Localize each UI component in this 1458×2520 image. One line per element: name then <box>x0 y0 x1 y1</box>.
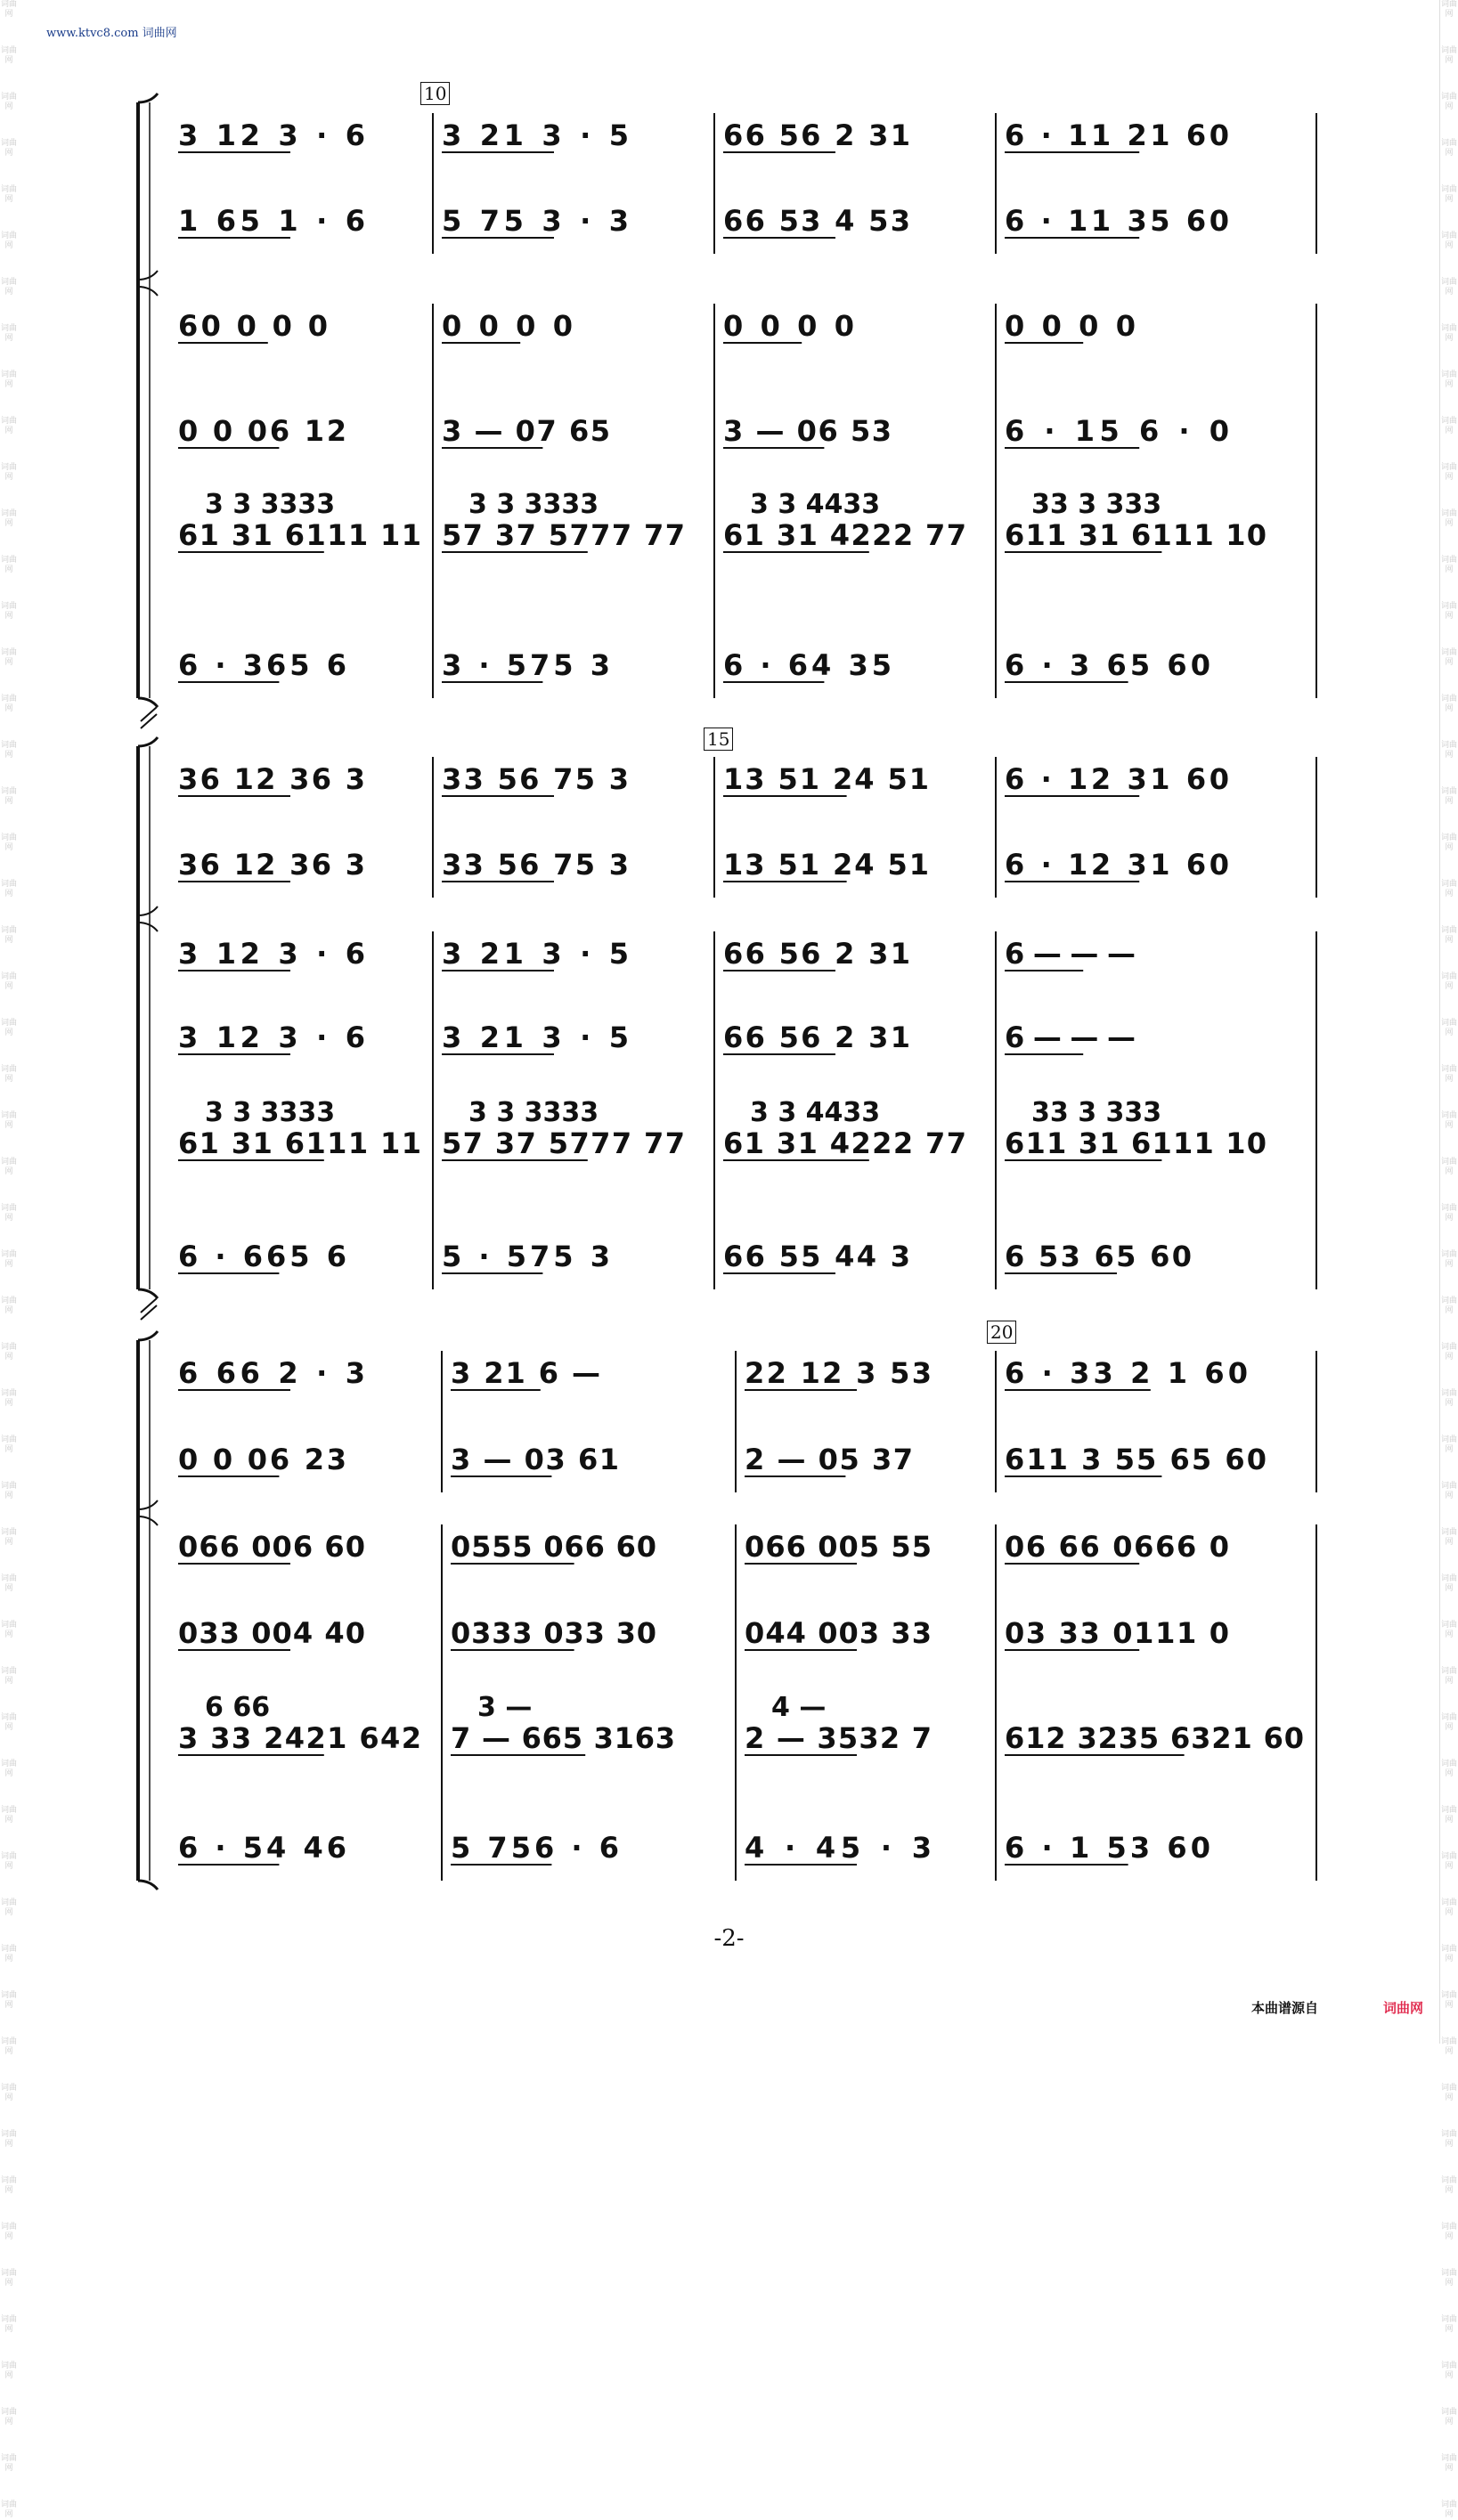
watermark-glyph: 词曲网 <box>0 2408 17 2427</box>
system-separator <box>141 707 157 728</box>
watermark-glyph: 词曲网 <box>1440 1898 1457 1917</box>
measure-notes: 36 12 36 3 <box>178 848 365 882</box>
bracket-hook-bottom <box>138 1881 158 1890</box>
measure-notes: 03 33 0111 0 <box>1005 1616 1229 1650</box>
watermark-glyph: 词曲网 <box>1440 1806 1457 1825</box>
watermark-glyph: 词曲网 <box>1440 1574 1457 1593</box>
watermark-glyph: 词曲网 <box>0 93 17 111</box>
watermark-glyph: 词曲网 <box>0 1852 17 1871</box>
watermark-glyph: 词曲网 <box>0 2500 17 2519</box>
watermark-glyph: 词曲网 <box>1440 1204 1457 1223</box>
watermark-glyph: 词曲网 <box>0 602 17 621</box>
watermark-glyph: 词曲网 <box>1440 93 1457 111</box>
watermark-glyph: 词曲网 <box>0 46 17 65</box>
watermark-glyph: 词曲网 <box>0 1574 17 1593</box>
watermark-glyph: 词曲网 <box>0 2130 17 2149</box>
chord-upper-notes: 3 3 3333 <box>468 489 599 520</box>
watermark-glyph: 词曲网 <box>0 2223 17 2241</box>
watermark-glyph: 词曲网 <box>0 2084 17 2102</box>
measure-notes: 0 0 0 0 <box>723 309 854 343</box>
watermark-glyph: 词曲网 <box>0 185 17 204</box>
watermark-glyph: 词曲网 <box>0 1482 17 1500</box>
measure-notes: 0 0 0 0 <box>1005 309 1136 343</box>
measure-notes: 066 006 60 <box>178 1530 365 1564</box>
watermark-glyph: 词曲网 <box>1440 278 1457 297</box>
page-number: -2- <box>713 1925 745 1952</box>
watermark-glyph: 词曲网 <box>1440 2176 1457 2195</box>
chord-upper-notes: 3 3 4433 <box>750 1097 881 1128</box>
watermark-glyph: 词曲网 <box>0 1806 17 1825</box>
bracket-hook-top <box>138 93 158 102</box>
measure-notes: 4 · 45 · 3 <box>745 1831 932 1865</box>
bracket-split <box>138 271 158 296</box>
watermark-glyph: 词曲网 <box>1440 1111 1457 1130</box>
watermark-glyph: 词曲网 <box>1440 1297 1457 1315</box>
watermark-glyph: 词曲网 <box>0 1204 17 1223</box>
watermark-glyph: 词曲网 <box>0 880 17 898</box>
watermark-glyph: 词曲网 <box>1440 556 1457 574</box>
measure-notes: 6 · 665 6 <box>178 1240 346 1273</box>
watermark-glyph: 词曲网 <box>0 2454 17 2473</box>
watermark-glyph: 词曲网 <box>0 2315 17 2334</box>
measure-notes: 0 0 0 0 <box>442 309 573 343</box>
measure-notes: 13 51 24 51 <box>723 848 929 882</box>
measure-notes: 66 56 2 31 <box>723 1020 910 1054</box>
watermark-glyph: 词曲网 <box>1440 602 1457 621</box>
measure-notes: 13 51 24 51 <box>723 762 929 796</box>
measure-notes: 3 21 3 · 5 <box>442 937 629 971</box>
watermark-glyph: 词曲网 <box>0 1111 17 1130</box>
measure-notes: 3 21 6 — <box>451 1356 600 1390</box>
chord-upper-notes: 6 66 <box>205 1692 271 1723</box>
measure-notes: 611 31 6111 10 <box>1005 1126 1267 1160</box>
watermark-glyph: 词曲网 <box>1440 1667 1457 1686</box>
bracket-split <box>138 906 158 931</box>
watermark-glyph: 词曲网 <box>0 1019 17 1037</box>
watermark-glyph: 词曲网 <box>0 1898 17 1917</box>
watermark-glyph: 词曲网 <box>1440 2223 1457 2241</box>
watermark-glyph: 词曲网 <box>0 972 17 991</box>
watermark-glyph: 词曲网 <box>1440 139 1457 158</box>
measure-notes: 33 56 75 3 <box>442 848 629 882</box>
watermark-glyph: 词曲网 <box>1440 787 1457 806</box>
measure-notes: 6 — — — <box>1005 937 1136 971</box>
watermark-glyph: 词曲网 <box>1440 1065 1457 1084</box>
measure-notes: 5 756 · 6 <box>451 1831 619 1865</box>
watermark-glyph: 词曲网 <box>0 370 17 389</box>
watermark-glyph: 词曲网 <box>0 2269 17 2288</box>
measure-notes: 6 · 54 46 <box>178 1831 346 1865</box>
watermark-glyph: 词曲网 <box>1440 417 1457 435</box>
measure-notes: 6 · 11 21 60 <box>1005 118 1229 152</box>
watermark-glyph: 词曲网 <box>1440 2315 1457 2334</box>
watermark-glyph: 词曲网 <box>0 278 17 297</box>
watermark-glyph: 词曲网 <box>1440 2500 1457 2519</box>
watermark-glyph: 词曲网 <box>1440 695 1457 713</box>
measure-notes: 22 12 3 53 <box>745 1356 932 1390</box>
watermark-glyph: 词曲网 <box>0 1158 17 1176</box>
watermark-glyph: 词曲网 <box>0 463 17 482</box>
measure-notes: 6 · 1 53 60 <box>1005 1831 1210 1865</box>
watermark-glyph: 词曲网 <box>1440 2084 1457 2102</box>
chord-upper-notes: 4 — <box>771 1692 827 1723</box>
chord-upper-notes: 3 3 4433 <box>750 489 881 520</box>
watermark-glyph: 词曲网 <box>1440 1343 1457 1362</box>
watermark-glyph: 词曲网 <box>1440 1250 1457 1269</box>
watermark-glyph: 词曲网 <box>0 1713 17 1732</box>
watermark-glyph: 词曲网 <box>1440 1528 1457 1547</box>
watermark-glyph: 词曲网 <box>0 0 17 19</box>
watermark-glyph: 词曲网 <box>1440 833 1457 852</box>
watermark-glyph: 词曲网 <box>0 695 17 713</box>
score-system <box>138 1331 1316 1890</box>
watermark-glyph: 词曲网 <box>1440 370 1457 389</box>
measure-notes: 066 005 55 <box>745 1530 932 1564</box>
watermark-glyph: 词曲网 <box>1440 648 1457 667</box>
measure-notes: 6 · 12 31 60 <box>1005 848 1229 882</box>
watermark-glyph: 词曲网 <box>0 1528 17 1547</box>
measure-notes: 0 0 06 12 <box>178 414 346 448</box>
measure-notes: 3 · 575 3 <box>442 648 610 682</box>
measure-notes: 2 — 05 37 <box>745 1443 913 1476</box>
measure-notes: 61 31 6111 11 <box>178 1126 421 1160</box>
measure-notes: 7 — 665 3163 <box>451 1721 675 1755</box>
measure-notes: 3 33 2421 642 <box>178 1721 421 1755</box>
bracket-split <box>138 1500 158 1525</box>
measure-notes: 57 37 5777 77 <box>442 518 685 552</box>
watermark-glyph: 词曲网 <box>0 2037 17 2056</box>
chord-upper-notes: 3 3 3333 <box>205 489 336 520</box>
watermark-glyph: 词曲网 <box>1440 0 1457 19</box>
measure-notes: 044 003 33 <box>745 1616 932 1650</box>
measure-notes: 5 75 3 · 3 <box>442 204 629 238</box>
watermark-glyph: 词曲网 <box>1440 2130 1457 2149</box>
score-system <box>138 737 1316 1320</box>
watermark-glyph: 词曲网 <box>0 509 17 528</box>
measure-notes: 6 · 12 31 60 <box>1005 762 1229 796</box>
bracket-hook-bottom <box>138 698 158 707</box>
measure-notes: 6 53 65 60 <box>1005 1240 1192 1273</box>
watermark-glyph: 词曲网 <box>1440 2408 1457 2427</box>
watermark-glyph: 词曲网 <box>0 324 17 343</box>
measure-notes: 611 3 55 65 60 <box>1005 1443 1267 1476</box>
watermark-glyph: 词曲网 <box>1440 1389 1457 1408</box>
measure-notes: 3 21 3 · 5 <box>442 1020 629 1054</box>
watermark-glyph: 词曲网 <box>0 1760 17 1778</box>
footer-brand[interactable]: 词曲网 <box>1383 2000 1424 2016</box>
watermark-glyph: 词曲网 <box>1440 1621 1457 1639</box>
measure-notes: 6 · 11 35 60 <box>1005 204 1229 238</box>
watermark-glyph: 词曲网 <box>0 1297 17 1315</box>
watermark-glyph: 词曲网 <box>0 139 17 158</box>
measure-notes: 06 66 0666 0 <box>1005 1530 1229 1564</box>
footer-source-text: 本曲谱源自 <box>1251 2000 1319 2016</box>
measure-notes: 0 0 06 23 <box>178 1443 346 1476</box>
watermark-glyph: 词曲网 <box>1440 1991 1457 2010</box>
watermark-glyph: 词曲网 <box>1440 2454 1457 2473</box>
watermark-glyph: 词曲网 <box>0 232 17 250</box>
watermark-glyph: 词曲网 <box>1440 1019 1457 1037</box>
measure-notes: 6 · 15 6 · 0 <box>1005 414 1229 448</box>
bar-number-10: 10 <box>420 82 450 105</box>
measure-notes: 6 · 33 2 1 60 <box>1005 1356 1248 1390</box>
watermark-glyph: 词曲网 <box>1440 46 1457 65</box>
system-separator <box>141 1298 157 1320</box>
measure-notes: 3 12 3 · 6 <box>178 1020 365 1054</box>
measure-notes: 3 12 3 · 6 <box>178 937 365 971</box>
watermark-glyph: 词曲网 <box>1440 1482 1457 1500</box>
measure-notes: 3 12 3 · 6 <box>178 118 365 152</box>
measure-notes: 6 · 64 35 <box>723 648 892 682</box>
watermark-glyph: 词曲网 <box>1440 463 1457 482</box>
watermark-glyph: 词曲网 <box>1440 926 1457 945</box>
watermark-glyph: 词曲网 <box>0 1250 17 1269</box>
watermark-glyph: 词曲网 <box>0 1389 17 1408</box>
watermark-glyph: 词曲网 <box>1440 1713 1457 1732</box>
watermark-glyph: 词曲网 <box>1440 232 1457 250</box>
watermark-glyph: 词曲网 <box>1440 324 1457 343</box>
bar-number-15: 15 <box>704 728 733 751</box>
measure-notes: 61 31 4222 77 <box>723 1126 966 1160</box>
watermark-glyph: 词曲网 <box>1440 741 1457 760</box>
watermark-glyph: 词曲网 <box>1440 2037 1457 2056</box>
chord-upper-notes: 3 3 3333 <box>205 1097 336 1128</box>
measure-notes: 0555 066 60 <box>451 1530 656 1564</box>
measure-notes: 2 — 3532 7 <box>745 1721 932 1755</box>
watermark-glyph: 词曲网 <box>0 833 17 852</box>
measure-notes: 60 0 0 0 <box>178 309 328 343</box>
watermark-glyph: 词曲网 <box>0 1343 17 1362</box>
watermark-glyph: 词曲网 <box>0 417 17 435</box>
measure-notes: 3 — 03 61 <box>451 1443 619 1476</box>
measure-notes: 6 · 3 65 60 <box>1005 648 1210 682</box>
watermark-glyph: 词曲网 <box>0 1435 17 1454</box>
watermark-glyph: 词曲网 <box>0 1991 17 2010</box>
measure-notes: 033 004 40 <box>178 1616 365 1650</box>
watermark-glyph: 词曲网 <box>1440 972 1457 991</box>
measure-notes: 61 31 4222 77 <box>723 518 966 552</box>
watermark-glyph: 词曲网 <box>0 1667 17 1686</box>
measure-notes: 66 56 2 31 <box>723 118 910 152</box>
watermark-glyph: 词曲网 <box>0 2176 17 2195</box>
measure-notes: 36 12 36 3 <box>178 762 365 796</box>
watermark-glyph: 词曲网 <box>0 926 17 945</box>
measure-notes: 6 66 2 · 3 <box>178 1356 365 1390</box>
measure-notes: 0333 033 30 <box>451 1616 656 1650</box>
measure-notes: 1 65 1 · 6 <box>178 204 365 238</box>
measure-notes: 3 — 07 65 <box>442 414 610 448</box>
measure-notes: 66 53 4 53 <box>723 204 910 238</box>
measure-notes: 612 3235 6321 60 <box>1005 1721 1304 1755</box>
watermark-glyph: 词曲网 <box>0 2361 17 2380</box>
watermark-glyph: 词曲网 <box>1440 1435 1457 1454</box>
watermark-glyph: 词曲网 <box>0 787 17 806</box>
watermark-glyph: 词曲网 <box>0 648 17 667</box>
measure-notes: 66 55 44 3 <box>723 1240 910 1273</box>
chord-upper-notes: 33 3 333 <box>1031 489 1162 520</box>
measure-notes: 3 — 06 53 <box>723 414 892 448</box>
watermark-glyph: 词曲网 <box>0 741 17 760</box>
measure-notes: 6 · 365 6 <box>178 648 346 682</box>
bracket-hook-bottom <box>138 1289 158 1298</box>
watermark-glyph: 词曲网 <box>0 1945 17 1963</box>
chord-upper-notes: 3 3 3333 <box>468 1097 599 1128</box>
watermark-glyph: 词曲网 <box>1440 2269 1457 2288</box>
measure-notes: 57 37 5777 77 <box>442 1126 685 1160</box>
watermark-glyph: 词曲网 <box>1440 1945 1457 1963</box>
measure-notes: 61 31 6111 11 <box>178 518 421 552</box>
chord-upper-notes: 3 — <box>477 1692 533 1723</box>
watermark-glyph: 词曲网 <box>1440 2361 1457 2380</box>
watermark-glyph: 词曲网 <box>0 556 17 574</box>
measure-notes: 33 56 75 3 <box>442 762 629 796</box>
measure-notes: 611 31 6111 10 <box>1005 518 1267 552</box>
measure-notes: 3 21 3 · 5 <box>442 118 629 152</box>
measure-notes: 6 — — — <box>1005 1020 1136 1054</box>
watermark-glyph: 词曲网 <box>1440 1158 1457 1176</box>
watermark-glyph: 词曲网 <box>1440 1852 1457 1871</box>
watermark-glyph: 词曲网 <box>1440 185 1457 204</box>
header-source-url[interactable]: www.ktvc8.com 词曲网 <box>46 27 177 40</box>
watermark-glyph: 词曲网 <box>0 1621 17 1639</box>
chord-upper-notes: 33 3 333 <box>1031 1097 1162 1128</box>
score-system <box>138 93 1316 728</box>
watermark-glyph: 词曲网 <box>1440 509 1457 528</box>
watermark-glyph: 词曲网 <box>1440 880 1457 898</box>
bracket-hook-top <box>138 737 158 746</box>
measure-notes: 5 · 575 3 <box>442 1240 610 1273</box>
bar-number-20: 20 <box>987 1321 1016 1344</box>
bracket-hook-top <box>138 1331 158 1340</box>
watermark-glyph: 词曲网 <box>0 1065 17 1084</box>
measure-notes: 66 56 2 31 <box>723 937 910 971</box>
watermark-glyph: 词曲网 <box>1440 1760 1457 1778</box>
